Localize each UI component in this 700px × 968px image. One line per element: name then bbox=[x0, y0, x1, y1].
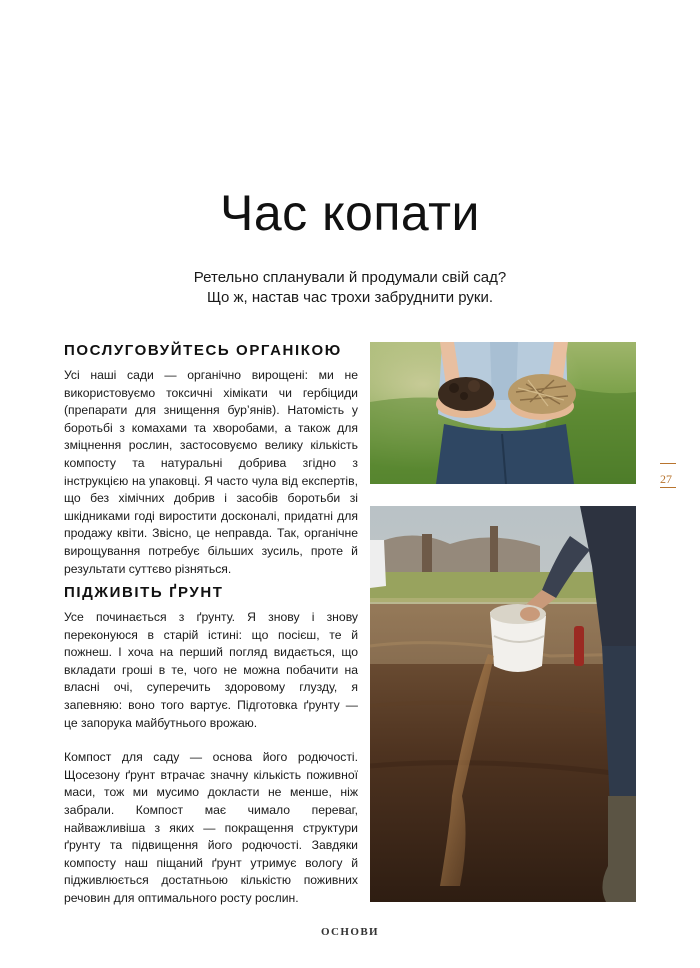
page-number: 27 bbox=[660, 472, 672, 486]
section-heading-soil: ПІДЖИВІТЬ ҐРУНТ bbox=[64, 584, 224, 601]
section-organic bbox=[64, 342, 358, 578]
lead-line-1: Ретельно спланували й продумали свій сад? bbox=[193, 269, 507, 286]
running-footer: ОСНОВИ bbox=[320, 926, 380, 938]
page-number-rule-bottom bbox=[660, 487, 676, 488]
lead-line-2: Що ж, настав час трохи забруднити руки. bbox=[206, 289, 494, 306]
photo-hands-holding-compost bbox=[370, 342, 636, 484]
photo-spreading-compost bbox=[370, 506, 636, 902]
section-heading-organic: ПОСЛУГОВУЙТЕСЬ ОРГАНІКОЮ bbox=[64, 342, 342, 359]
section-text-organic: Усі наші сади — органічно вирощені: ми не використовуємо токсичні хімікати чи гербіциди (препарати для знищення бур’янів). Натомість у боротьбі з комахами та хворобами, а також для зміцнення рослин, застосовуємо велику кількість компосту та натуральні добрива згідно з інструкцією на упаковці. Я часто чула від експертів, що без хімічних добрив і засобів боротьби зі шкідниками годі виростити досконалі, придатні для продажу квіти. Звісно, це неправда. Так, органічне вирощування потребує більших зусиль, проте й результати суттєво різняться. bbox=[64, 368, 358, 576]
lead-paragraph bbox=[150, 268, 550, 308]
section-soil bbox=[64, 584, 358, 908]
page-number-rule-top bbox=[660, 463, 676, 464]
section-text-soil-2: Компост для саду — основа його родючості. Щосезону ґрунт втрачає значну кількість поживної маси, тож ми мусимо докласти не менше, ніж забрали. Компост має чимало переваг, найважливіша з яких — покращення структури ґрунту та підвищення його родючості. Завдяки компосту наш піщаний ґрунт утримує вологу й підживлюється достатньою кількістю поживних речовин для оптимального росту рослин. bbox=[64, 750, 358, 905]
page-title: Час копати bbox=[220, 185, 480, 241]
section-text-soil-1: Усе починається з ґрунту. Я знову і знову переконуюся в старій істині: що посієш, те й пожнеш. І хоча на перший погляд видається, що вкладати гроші в те, чого не можна побачити на власні очі, суперечить здоровому глузду, я запевняю: воно того вартує. Підготовка ґрунту — це запорука майбутнього врожаю. bbox=[64, 610, 358, 730]
